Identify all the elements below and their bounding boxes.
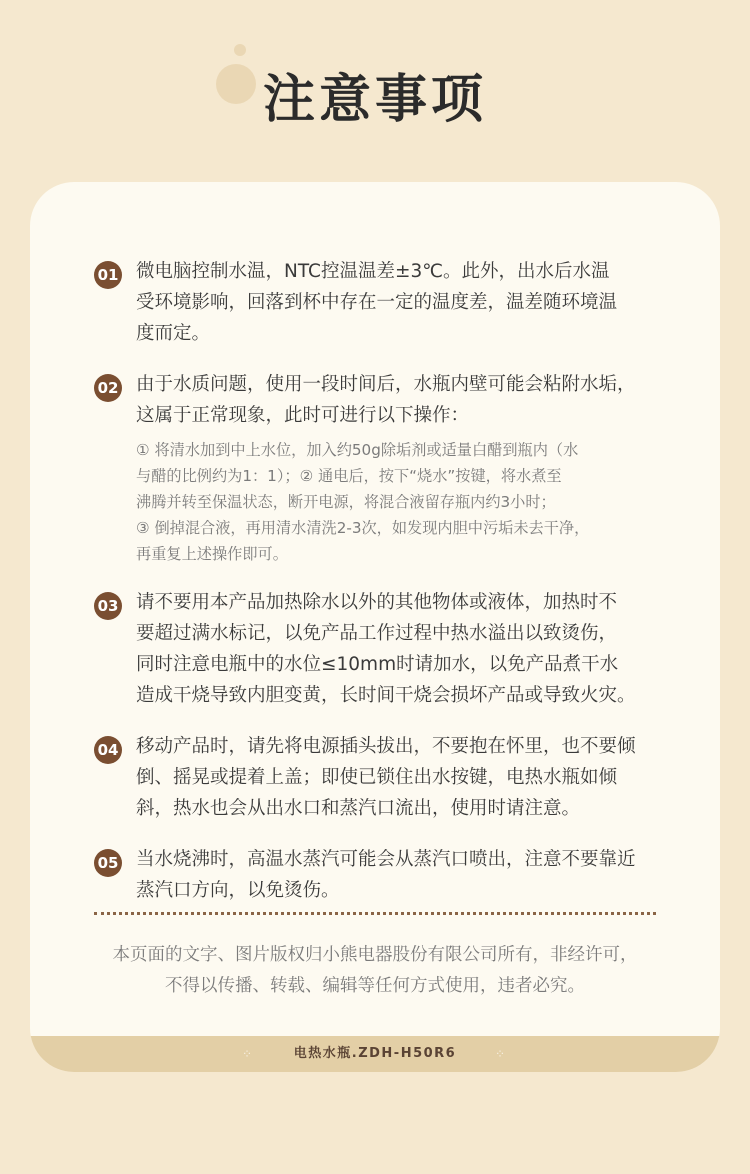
note-item-03 bbox=[94, 587, 674, 711]
note-number-badge: 04 bbox=[94, 736, 122, 764]
dotted-divider bbox=[94, 912, 656, 915]
note-item-05 bbox=[94, 844, 674, 906]
note-item-02 bbox=[94, 369, 674, 567]
note-item-01 bbox=[94, 256, 674, 349]
decorative-dot-small bbox=[234, 44, 246, 56]
notes-list bbox=[94, 256, 674, 926]
copyright-notice: 本页面的文字、图片版权归小熊电器股份有限公司所有，非经许可， 不得以传播、转载、编辑等任何方式使用，违者必究。 bbox=[112, 945, 638, 996]
page-title: 注意事项 bbox=[262, 70, 487, 130]
note-text: 由于水质问题，使用一段时间后，水瓶内壁可能会粘附水垢， 这属于正常现象，此时可进行以下操作： bbox=[136, 374, 636, 426]
title-area bbox=[0, 0, 750, 170]
note-number-badge: 05 bbox=[94, 849, 122, 877]
note-text: 微电脑控制水温，NTC控温温差±3℃。此外，出水后水温 受环境影响，回落到杯中存在一定的温度差，温差随环境温 度而定。 bbox=[136, 261, 618, 344]
note-number-badge: 02 bbox=[94, 374, 122, 402]
note-sub-steps: ① 将清水加到中上水位，加入约50g除垢剂或适量白醋到瓶内（水 与醋的比例约为1：1）；② 通电后，按下“烧水”按键，将水煮至 沸腾并转至保温状态，断开电源，将混合液留存瓶内约3小时； ③ 倒掉混合液，再用清水清洗2-3次，如发现内胆中污垢未去干净， 再重复上述操作即可。 bbox=[136, 441, 590, 563]
sparkle-icon: ⁘ bbox=[495, 1047, 506, 1061]
note-text: 当水烧沸时，高温水蒸汽可能会从蒸汽口喷出，注意不要靠近 蒸汽口方向，以免烫伤。 bbox=[136, 849, 636, 901]
sparkle-icon: ⁘ bbox=[242, 1047, 253, 1061]
footer-band bbox=[30, 1036, 720, 1072]
note-number-badge: 01 bbox=[94, 261, 122, 289]
notes-card bbox=[30, 182, 720, 1072]
note-item-04 bbox=[94, 731, 674, 824]
note-text: 移动产品时，请先将电源插头拔出，不要抱在怀里，也不要倾 倒、摇晃或提着上盖；即使已锁住出水按键，电热水瓶如倾 斜，热水也会从出水口和蒸汽口流出，使用时请注意。 bbox=[136, 736, 636, 819]
product-model-label: 电热水瓶.ZDH-H50R6 bbox=[293, 1046, 457, 1061]
note-text: 请不要用本产品加热除水以外的其他物体或液体，加热时不 要超过满水标记，以免产品工作过程中热水溢出以致烫伤， 同时注意电瓶中的水位≤10mm时请加水，以免产品煮干水 造成干烧导致内胆变黄，长时间干烧会损坏产品或导致火灾。 bbox=[136, 592, 636, 706]
note-number-badge: 03 bbox=[94, 592, 122, 620]
